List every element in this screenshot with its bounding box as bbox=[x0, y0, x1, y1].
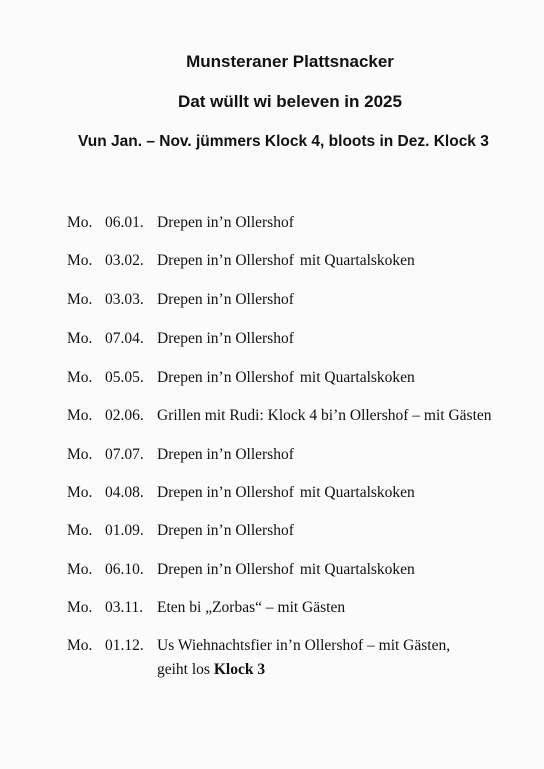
event-date: 03.02. bbox=[105, 252, 144, 269]
event-day: Mo. bbox=[67, 369, 93, 386]
event-text: Drepen in’n Ollershof bbox=[157, 330, 294, 347]
event-date: 02.06. bbox=[105, 407, 144, 424]
event-text: Drepen in’n Ollershof bbox=[157, 369, 294, 386]
event-day: Mo. bbox=[67, 291, 93, 308]
event-day: Mo. bbox=[67, 561, 93, 578]
event-description bbox=[157, 213, 294, 233]
event-description bbox=[157, 251, 415, 271]
event-day: Mo. bbox=[67, 637, 93, 654]
event-continuation bbox=[157, 660, 265, 680]
continuation-text: geiht los bbox=[157, 661, 210, 678]
event-text: Grillen mit Rudi: Klock 4 bi’n Ollershof – mit Gästen bbox=[157, 407, 492, 424]
continuation-time: Klock 3 bbox=[213, 661, 266, 678]
event-text: Drepen in’n Ollershof bbox=[157, 484, 294, 501]
event-date: 03.11. bbox=[105, 599, 144, 616]
event-text: Eten bi „Zorbas“ – mit Gästen bbox=[157, 599, 346, 616]
event-extra: mit Quartalskoken bbox=[299, 484, 415, 501]
event-day: Mo. bbox=[67, 599, 93, 616]
event-date: 05.05. bbox=[105, 369, 144, 386]
event-day: Mo. bbox=[67, 330, 93, 347]
event-text: Drepen in’n Ollershof bbox=[157, 561, 294, 578]
page-title: Munsteraner Plattsnacker bbox=[186, 52, 394, 71]
event-extra: mit Quartalskoken bbox=[299, 369, 415, 386]
event-date: 03.03. bbox=[105, 291, 144, 308]
event-text: Us Wiehnachtsfier in’n Ollershof – mit Gästen, bbox=[157, 637, 451, 654]
event-date: 04.08. bbox=[105, 484, 144, 501]
event-text: Drepen in’n Ollershof bbox=[157, 446, 294, 463]
event-description bbox=[157, 636, 450, 656]
event-day: Mo. bbox=[67, 484, 93, 501]
event-description bbox=[157, 598, 345, 618]
event-extra: mit Quartalskoken bbox=[299, 561, 415, 578]
event-text: Drepen in’n Ollershof bbox=[157, 291, 294, 308]
event-date: 07.07. bbox=[105, 446, 144, 463]
event-description bbox=[157, 329, 294, 349]
event-text: Drepen in’n Ollershof bbox=[157, 522, 294, 539]
event-date: 07.04. bbox=[105, 330, 144, 347]
event-description bbox=[157, 483, 415, 503]
event-date: 06.01. bbox=[105, 214, 144, 231]
event-date: 01.09. bbox=[105, 522, 144, 539]
event-day: Mo. bbox=[67, 407, 93, 424]
event-description bbox=[157, 290, 294, 310]
event-description bbox=[157, 560, 415, 580]
event-day: Mo. bbox=[67, 214, 93, 231]
event-description bbox=[157, 406, 492, 426]
event-date: 06.10. bbox=[105, 561, 144, 578]
event-text: Drepen in’n Ollershof bbox=[157, 252, 294, 269]
event-description bbox=[157, 521, 294, 541]
event-text: Drepen in’n Ollershof bbox=[157, 214, 294, 231]
time-note: Vun Jan. – Nov. jümmers Klock 4, bloots in Dez. Klock 3 bbox=[78, 133, 489, 150]
event-description bbox=[157, 368, 415, 388]
event-date: 01.12. bbox=[105, 637, 144, 654]
event-day: Mo. bbox=[67, 446, 93, 463]
event-description bbox=[157, 445, 294, 465]
event-extra: mit Quartalskoken bbox=[299, 252, 415, 269]
event-day: Mo. bbox=[67, 252, 93, 269]
page-subtitle: Dat wüllt wi beleven in 2025 bbox=[178, 92, 402, 111]
event-day: Mo. bbox=[67, 522, 93, 539]
